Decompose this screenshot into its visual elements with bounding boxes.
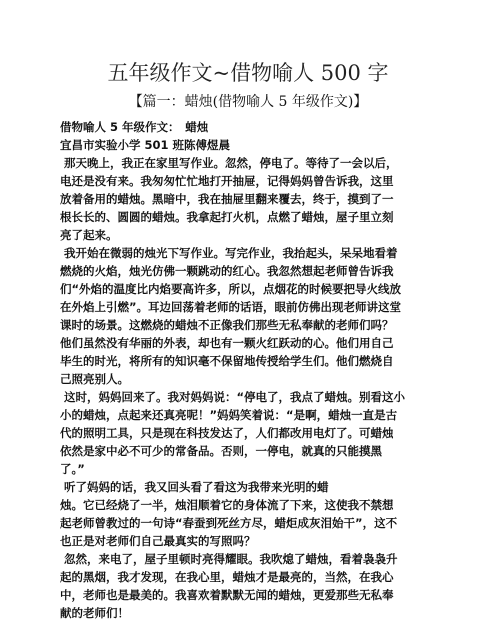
text-line: 小的蜡烛，点起来还真亮呢！”妈妈笑着说：“是啊，蜡烛一直是古 [60, 408, 398, 422]
text-line: 我开始在微弱的烛光下写作业。写完作业，我抬起头，呆呆地看着 [64, 246, 398, 260]
text-line: 根长长的、圆圆的蜡烛。我拿起打火机，点燃了蜡烛，屋子里立刻 [60, 210, 394, 224]
text-line: 那天晚上，我正在家里写作业。忽然，停电了。等待了一会以后， [64, 156, 398, 170]
text-line: 课时的场景。这燃烧的蜡烛不正像我们那些无私奉献的老师们吗？ [60, 318, 394, 332]
essay-body [60, 118, 438, 622]
text-line: 亮了起来。 [60, 228, 118, 242]
text-line: 宜昌市实验小学 501 班陈傅煜晨 [60, 138, 231, 152]
document-subtitle: 【篇一：蜡烛(借物喻人 5 年级作文)】 [128, 94, 368, 110]
text-line: 借物喻人 5 年级作文： 蜡烛 [60, 120, 209, 134]
text-line: 中，老师也是最美的。我喜欢着默默无闻的蜡烛，更爱那些无私奉 [60, 588, 394, 602]
text-line: 起的黑烟，我才发现，在我心里，蜡烛才是最亮的，当然，在我心 [60, 570, 394, 584]
text-line: 这时，妈妈回来了。我对妈妈说：“停电了，我点了蜡烛。别看这小 [64, 390, 406, 404]
text-line: 己照亮别人。 [60, 372, 129, 386]
text-line: 燃烧的火焰，烛光仿佛一颗跳动的红心。我忽然想起老师曾告诉我 [60, 264, 394, 278]
text-line: 听了妈妈的话，我又回头看了看这为我带来光明的蜡 [64, 480, 329, 494]
text-line: 代的照明工具，只是现在科技发达了，人们都改用电灯了。可蜡烛 [60, 426, 394, 440]
text-line: 在外焰上引燃”。耳边回荡着老师的话语，眼前仿佛出现老师讲这堂 [60, 300, 402, 314]
text-line: 也正是对老师们自己最真实的写照吗？ [60, 534, 256, 548]
text-line: 起老师曾教过的一句诗“春蚕到死丝方尽，蜡炬成灰泪始干”，这不 [60, 516, 398, 530]
text-line: 忽然，来电了，屋子里顿时亮得耀眼。我吹熄了蜡烛，看着袅袅升 [64, 552, 398, 566]
text-line: 了。” [60, 462, 85, 476]
text-line: 烛。它已经烧了一半，烛泪顺着它的身体流了下来，这使我不禁想 [60, 498, 394, 512]
text-line: 献的老师们！ [60, 606, 129, 620]
text-line: 放着备用的蜡烛。黑暗中，我在抽屉里翻来覆去，终于，摸到了一 [60, 192, 394, 206]
text-line: 他们虽然没有华丽的外表，却也有一颗火红跃动的心。他们用自己 [60, 336, 394, 350]
document-title: 五年级作文~借物喻人 500 字 [107, 61, 389, 85]
text-line: 毕生的时光，将所有的知识毫不保留地传授给学生们。他们燃烧自 [60, 354, 394, 368]
text-line: 依然是家中必不可少的常备品。否则，一停电，就真的只能摸黑 [60, 444, 382, 458]
text-line: 电还是没有来。我匆匆忙忙地打开抽屉，记得妈妈曾告诉我，这里 [60, 174, 394, 188]
text-line: 们“外焰的温度比内焰要高许多，所以，点烟花的时候要把导火线放 [60, 282, 402, 296]
